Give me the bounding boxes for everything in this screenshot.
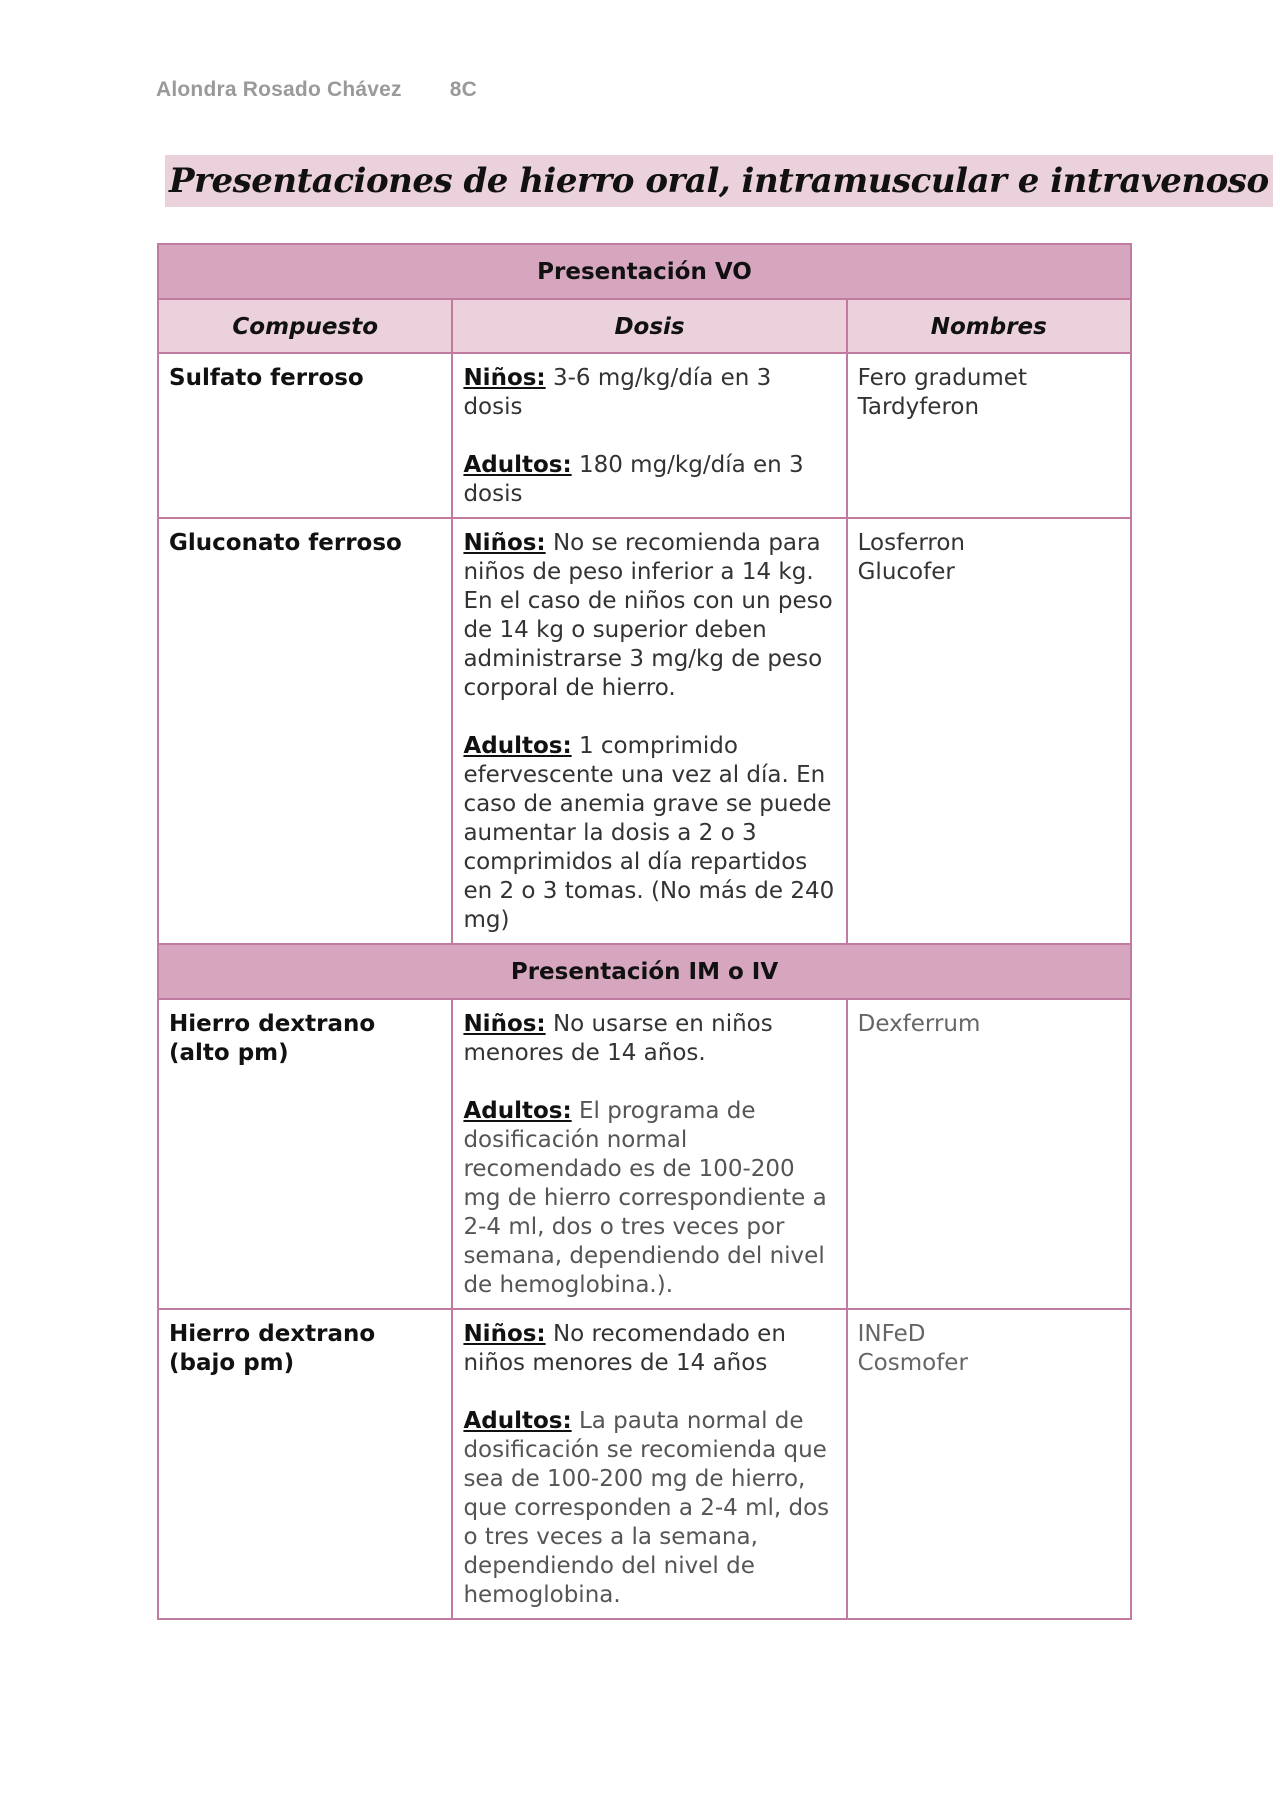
compound-cell: Sulfato ferroso xyxy=(158,353,452,518)
column-header-nombres: Nombres xyxy=(847,299,1131,353)
section-header-row xyxy=(158,244,1131,299)
dose-cell xyxy=(452,518,846,944)
column-header-dosis: Dosis xyxy=(452,299,846,353)
kids-label: Niños: xyxy=(463,530,546,556)
adults-label: Adultos: xyxy=(463,1408,572,1434)
kids-label: Niños: xyxy=(463,1011,546,1037)
adults-dose: 180 mg/kg/día en 3 dosis xyxy=(463,452,804,507)
brand-name: Dexferrum xyxy=(857,1011,981,1037)
compound-cell: Hierro dextrano (bajo pm) xyxy=(158,1309,452,1619)
kids-label: Niños: xyxy=(463,365,546,391)
table-row xyxy=(158,353,1131,518)
names-cell xyxy=(847,353,1131,518)
class-code: 8C xyxy=(449,78,478,101)
table-row xyxy=(158,1309,1131,1619)
table-row xyxy=(158,518,1131,944)
adults-dose: El programa de dosificación normal recomendado es de 100-200 mg de hierro correspondiente a 2-4 ml, dos o tres veces por semana, dependiendo del nivel de hemoglobina.). xyxy=(463,1098,827,1298)
dose-cell xyxy=(452,999,846,1309)
adults-label: Adultos: xyxy=(463,733,572,759)
kids-dose: No usarse en niños menores de 14 años. xyxy=(463,1011,773,1066)
table-row xyxy=(158,999,1131,1309)
compound-cell: Hierro dextrano (alto pm) xyxy=(158,999,452,1309)
section-header-row xyxy=(158,944,1131,999)
names-cell xyxy=(847,999,1131,1309)
brand-name: Cosmofer xyxy=(857,1350,968,1376)
dose-cell xyxy=(452,353,846,518)
brand-name: Tardyferon xyxy=(857,394,980,420)
compound-cell: Gluconato ferroso xyxy=(158,518,452,944)
document-title: Presentaciones de hierro oral, intramuscular e intravenoso xyxy=(165,155,1273,207)
kids-dose: No recomendado en niños menores de 14 años xyxy=(463,1321,786,1376)
brand-name: Losferron xyxy=(857,530,965,556)
kids-dose: No se recomienda para niños de peso inferior a 14 kg. En el caso de niños con un peso de 14 kg o superior deben administrarse 3 mg/kg de peso corporal de hierro. xyxy=(463,530,833,701)
column-header-row xyxy=(158,299,1131,353)
iron-presentations-table xyxy=(157,243,1132,1620)
section-title: Presentación IM o IV xyxy=(158,944,1131,999)
names-cell xyxy=(847,518,1131,944)
adults-dose: 1 comprimido efervescente una vez al día. En caso de anemia grave se puede aumentar la dosis a 2 o 3 comprimidos al día repartidos en 2 o 3 tomas. (No más de 240 mg) xyxy=(463,733,835,933)
column-header-compuesto: Compuesto xyxy=(158,299,452,353)
brand-name: INFeD xyxy=(857,1321,926,1347)
dose-cell xyxy=(452,1309,846,1619)
adults-label: Adultos: xyxy=(463,1098,572,1124)
adults-label: Adultos: xyxy=(463,452,572,478)
names-cell xyxy=(847,1309,1131,1619)
brand-name: Fero gradumet xyxy=(857,365,1027,391)
brand-name: Glucofer xyxy=(857,559,955,585)
page-header xyxy=(156,78,477,102)
author-name: Alondra Rosado Chávez xyxy=(156,78,402,101)
kids-label: Niños: xyxy=(463,1321,546,1347)
kids-dose: 3-6 mg/kg/día en 3 dosis xyxy=(463,365,772,420)
adults-dose: La pauta normal de dosificación se recomienda que sea de 100-200 mg de hierro, que corresponden a 2-4 ml, dos o tres veces a la semana, dependiendo del nivel de hemoglobina. xyxy=(463,1408,830,1608)
section-title: Presentación VO xyxy=(158,244,1131,299)
